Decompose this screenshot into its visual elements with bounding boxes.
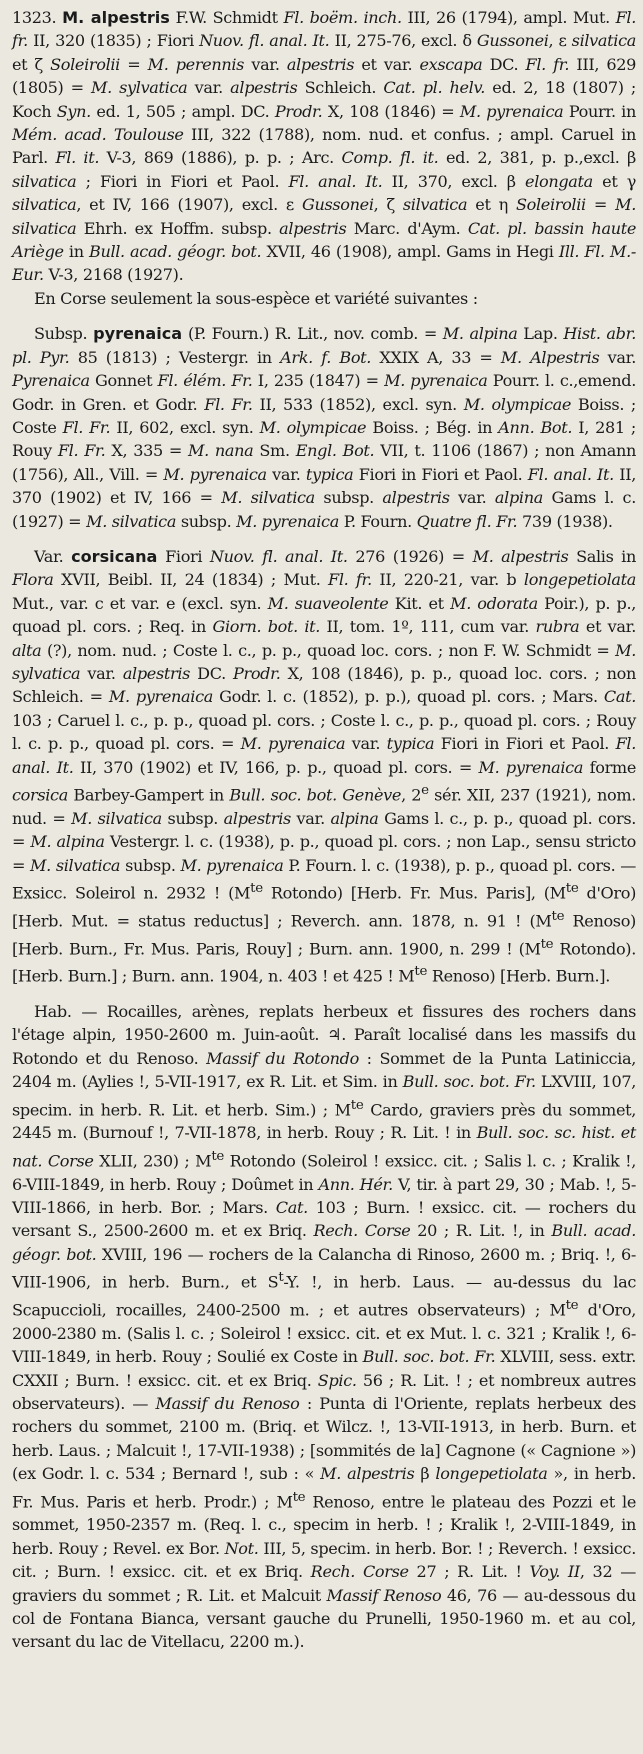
paragraph-gap — [12, 310, 636, 322]
paragraph-habitat: Hab. — Rocailles, arènes, replats herbeux et fissures des rochers dans l'étage alpin, 1950-2600 m. Juin-août. ♃. Paraît localisé dans les massifs du Rotondo et du Renoso. Massif du Rotondo : Sommet de la Punta Latiniccia, 2404 m. (Aylies !, 5-VII-1917, ex R. Lit. et Sim. in Bull. soc. bot. Fr. LXVIII, 107, specim. in herb. R. Lit. et herb. Sim.) ; $M^{te}$ Cardo, graviers près du sommet, 2445 m. (Burnouf !, 7-VII-1878, in herb. Rouy ; R. Lit. ! in Bull. soc. sc. hist. et nat. Corse XLII, 230) ; $M^{te}$ Rotondo (Soleirol ! exsicc. cit. ; Salis l. c. ; Kralik !, 6-VIII-1849, in herb. Rouy ; Doûmet in Ann. Hér. V, tir. à part 29, 30 ; Mab. !, 5-VIII-1866, in herb. Bor. ; Mars. Cat. 103 ; Burn. ! exsicc. cit. — rochers du versant S., 2500-2600 m. et ex Briq. Rech. Corse 20 ; R. Lit. !, in Bull. acad. géogr. bot. XVIII, 196 — rochers de la Calancha di Rinoso, 2600 m. ; Briq. !, 6-VIII-1906, in herb. Burn., et $S^t-Y$. !, in herb. Laus. — au-dessus du lac Scapuccioli, rocailles, 2400-2500 m. ; et autres observateurs) ; $M^{te}$ d'Oro, 2000-2380 m. (Salis l. c. ; Soleirol ! exsicc. cit. et ex Mut. l. c. 321 ; Kralik !, 6-VIII-1849, in herb. Rouy ; Soulié ex Coste in Bull. soc. bot. Fr. XLVIII, sess. extr. CXXII ; Burn. ! exsicc. cit. et ex Briq. Spic. 56 ; R. Lit. ! ; et nombreux autres observateurs). — Massif du Renoso : Punta di l'Oriente, replats herbeux des rochers du sommet, 2100 m. (Briq. et Wilcz. !, 13-VII-1913, in herb. Burn. et herb. Laus. ; Malcuit !, 17-VII-1938) ; [sommités de la] Cagnone (« Cagnione ») (ex Godr. l. c. 534 ; Bernard !, sub : « M. alpestris β longepetiolata », in herb. Fr. Mus. Paris et herb. Prodr.) ; $M^{te}$ Renoso, entre le plateau des Pozzi et le sommet, 1950-2357 m. (Req. l. c., specim in herb. ! ; Kralik !, 2-VIII-1849, in herb. Rouy ; Revel. ex Bor. Not. III, 5, specim. in herb. Bor. ! ; Reverch. ! exsicc. cit. ; Burn. ! exsicc. cit. et ex Briq. Rech. Corse 27 ; R. Lit. ! Voy. II, 32 — graviers du sommet ; R. Lit. et Malcuit Massif Renoso 46, 76 — au-dessous du col de Fontana Bianca, versant gauche du Prunelli, 1950-1960 m. et au col, versant du lac de Vitellacu, 2200 m.). — [12, 1002, 637, 1652]
paragraph-gap — [12, 988, 636, 1000]
paragraph-corse-note: En Corse seulement la sous-espèce et variété suivantes : — [34, 288, 478, 308]
paragraph-gap — [12, 533, 636, 545]
paragraph-main-entry: 1323. M. alpestris F.W. Schmidt Fl. boëm. inch. III, 26 (1794), ampl. Mut. Fl. fr. II, 320 (1835) ; Fiori Nuov. fl. anal. It. II, 275-76, excl. δ Gussonei, ε silvatica et ζ Soleirolii = M. perennis var. alpestris et var. exscapa DC. Fl. fr. III, 629 (1805) = M. sylvatica var. alpestris Schleich. Cat. pl. helv. ed. 2, 18 (1807) ; Koch Syn. ed. 1, 505 ; ampl. DC. Prodr. X, 108 (1846) = M. pyrenaica Pourr. in Mém. acad. Toulouse III, 322 (1788), nom. nud. et confus. ; ampl. Caruel in Parl. Fl. it. V-3, 869 (1886), p. p. ; Arc. Comp. fl. it. ed. 2, 381, p. p.,excl. β silvatica ; Fiori in Fiori et Paol. Fl. anal. It. II, 370, excl. β elongata et γ silvatica, et IV, 166 (1907), excl. ε Gussonei, ζ silvatica et η Soleirolii = M. silvatica Ehrh. ex Hoffm. subsp. alpestris Marc. d'Aym. Cat. pl. bassin haute Ariège in Bull. acad. géogr. bot. XVII, 46 (1908), ampl. Gams in Hegi Ill. Fl. M.-Eur. V-3, 2168 (1927). — [12, 8, 637, 285]
paragraph-var-corsicana: Var. corsicana Fiori Nuov. fl. anal. It. 276 (1926) = M. alpestris Salis in Flora XVII, Beibl. II, 24 (1834) ; Mut. Fl. fr. II, 220-21, var. b longepetiolata Mut., var. c et var. e (excl. syn. M. suaveolente Kit. et M. odorata Poir.), p. p., quoad pl. cors. ; Req. in Giorn. bot. it. II, tom. 1º, 111, cum var. rubra et var. alta (?), nom. nud. ; Coste l. c., p. p., quoad loc. cors. ; non F. W. Schmidt = M. sylvatica var. alpestris DC. Prodr. X, 108 (1846), p. p., quoad loc. cors. ; non Schleich. = M. pyrenaica Godr. l. c. (1852), p. p.), quoad pl. cors. ; Mars. Cat. 103 ; Caruel l. c., p. p., quoad pl. cors. ; Coste l. c., p. p., quoad pl. cors. ; Rouy l. c. p. p., quoad pl. cors. = M. pyrenaica var. typica Fiori in Fiori et Paol. Fl. anal. It. II, 370 (1902) et IV, 166, p. p., quoad pl. cors. = M. pyrenaica forme corsica Barbey-Gampert in Bull. soc. bot. Genève, 2e sér. XII, 237 (1921), nom. nud. = M. silvatica subsp. alpestris var. alpina Gams l. c., p. p., quoad pl. cors. = M. alpina Vestergr. l. c. (1938), p. p., quoad pl. cors. ; non Lap., sensu stricto = M. silvatica subsp. M. pyrenaica P. Fourn. l. c. (1938), p. p., quoad pl. cors. — Exsicc. Soleirol n. 2932 ! ($M^{te}$ Rotondo) [Herb. Fr. Mus. Paris], ($M^{te}$ d'Oro) [Herb. Mut. = status reductus] ; Reverch. ann. 1878, n. 91 ! ($M^{te}$ Renoso) [Herb. Burn., Fr. Mus. Paris, Rouy] ; Burn. ann. 1900, n. 299 ! ($M^{te}$ Rotondo). [Herb. Burn.] ; Burn. ann. 1904, n. 403 ! et 425 ! $M^{te}$ Renoso) [Herb. Burn.]. — [12, 546, 637, 986]
paragraph-subsp-pyrenaica: Subsp. pyrenaica (P. Fourn.) R. Lit., nov. comb. = M. alpina Lap. Hist. abr. pl. Pyr. 85 (1813) ; Vestergr. in Ark. f. Bot. XXIX A, 33 = M. Alpestris var. Pyrenaica Gonnet Fl. élém. Fr. I, 235 (1847) = M. pyrenaica Pourr. l. c.,emend. Godr. in Gren. et Godr. Fl. Fr. II, 533 (1852), excl. syn. M. olympicae Boiss. ; Coste Fl. Fr. II, 602, excl. syn. M. olympicae Boiss. ; Bég. in Ann. Bot. I, 281 ; Rouy Fl. Fr. X, 335 = M. nana Sm. Engl. Bot. VII, t. 1106 (1867) ; non Amann (1756), All., Vill. = M. pyrenaica var. typica Fiori in Fiori et Paol. Fl. anal. It. II, 370 (1902) et IV, 166 = M. silvatica subsp. alpestris var. alpina Gams l. c. (1927) = M. silvatica subsp. M. pyrenaica P. Fourn. Quatre fl. Fr. 739 (1938). — [12, 324, 637, 531]
